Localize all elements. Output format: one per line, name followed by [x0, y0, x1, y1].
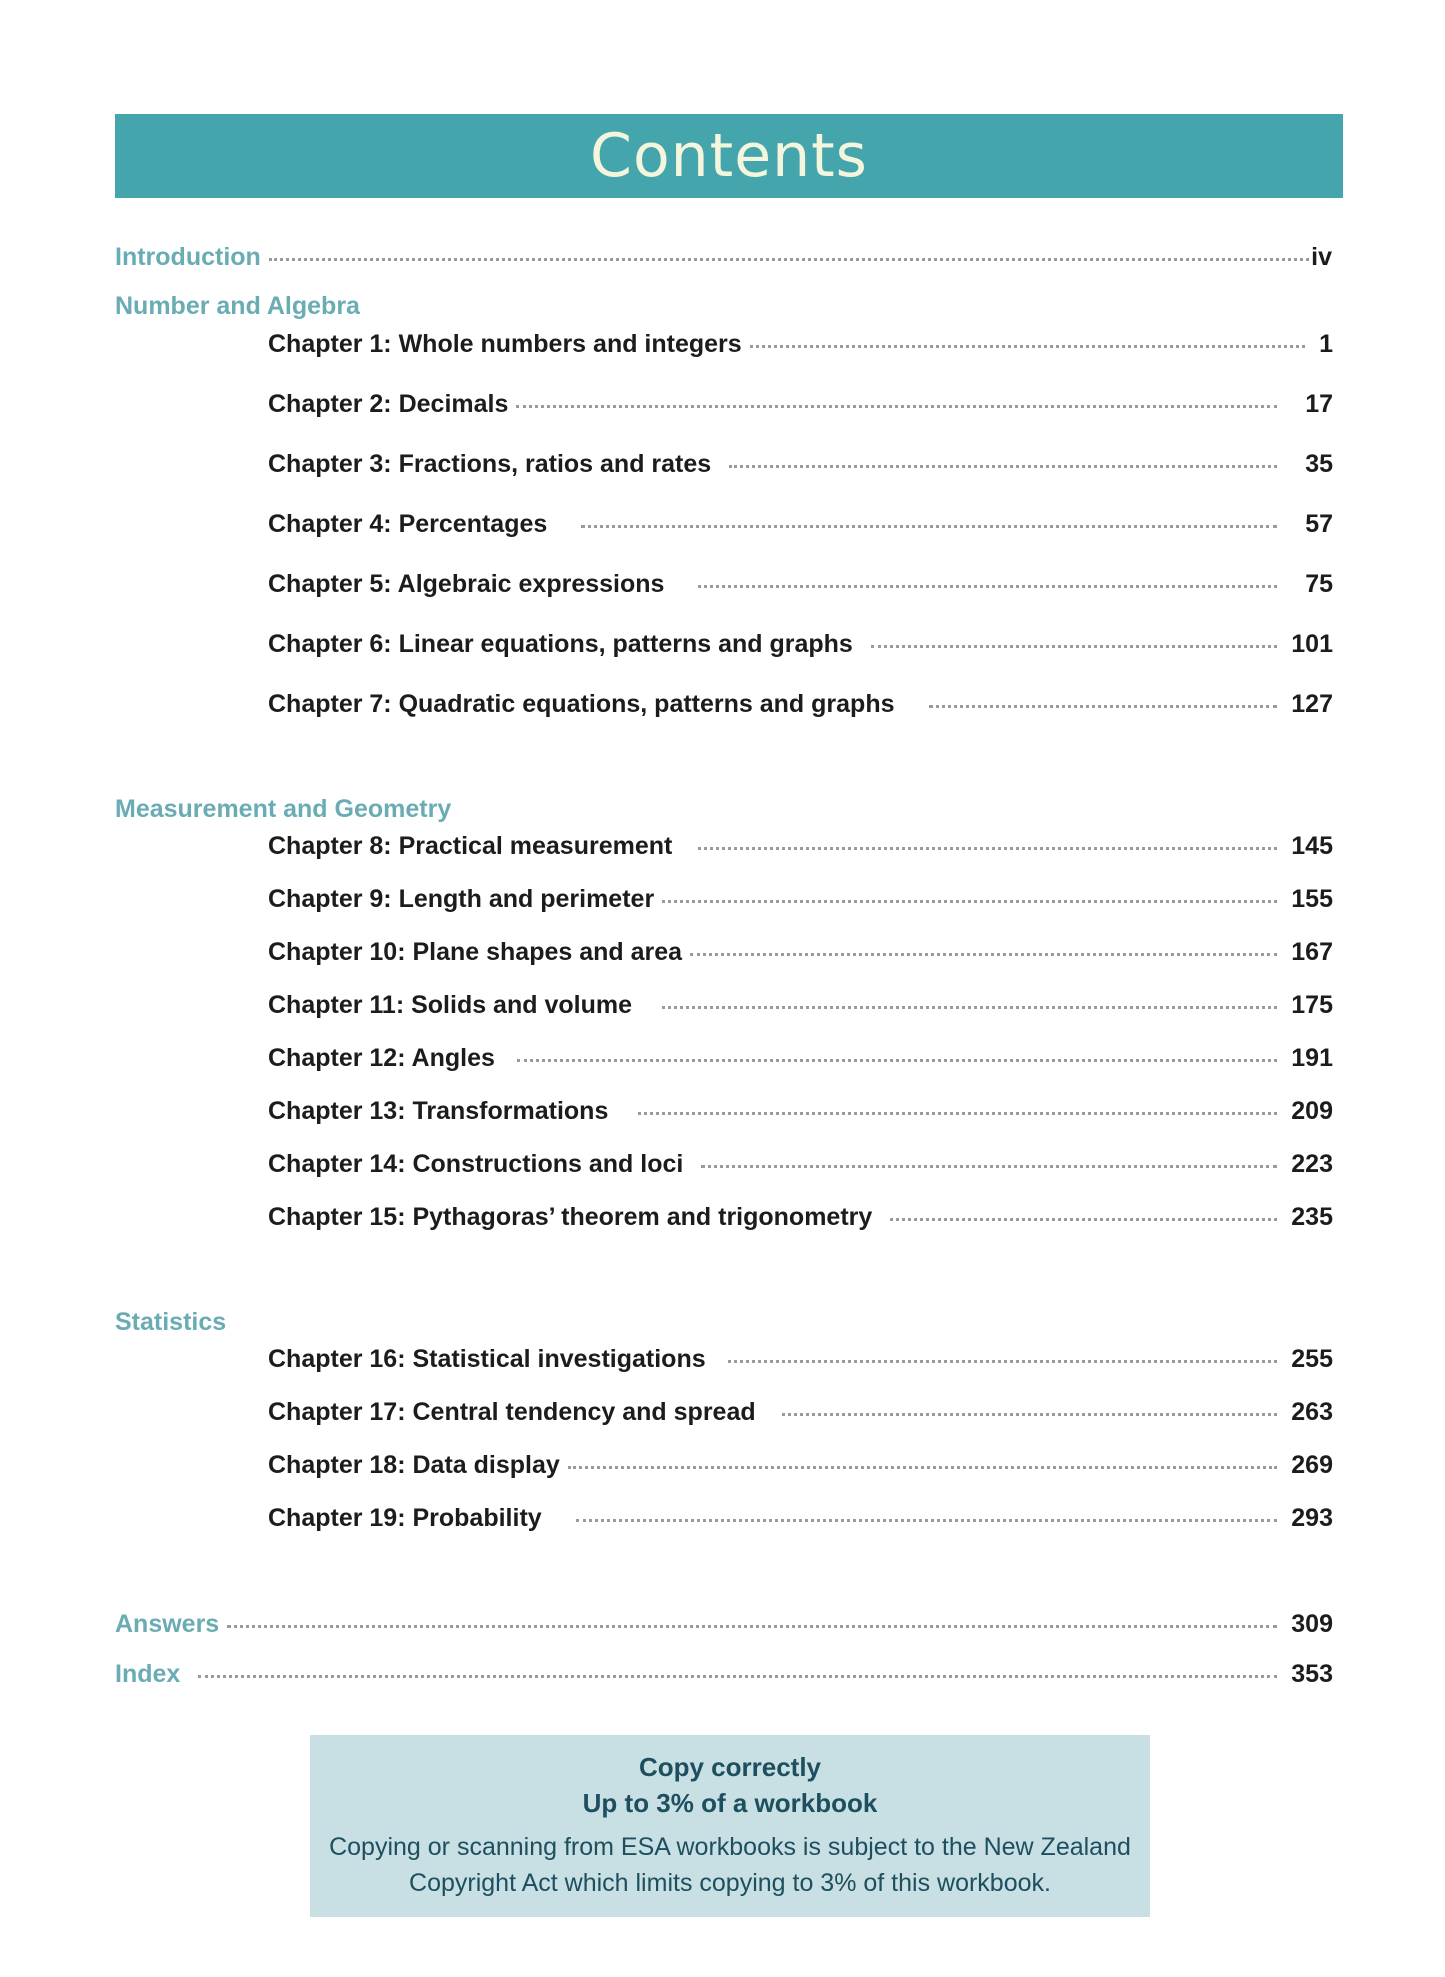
entry-page: 309 [1291, 1610, 1333, 1638]
dot-leader [227, 1625, 1277, 1628]
toc-entry[interactable] [268, 1504, 1333, 1533]
entry-label: Chapter 8: Practical measurement [268, 832, 673, 860]
entry-page: 263 [1291, 1398, 1333, 1426]
notice-line-1: Copying or scanning from ESA workbooks is subject to the New Zealand [329, 1833, 1131, 1861]
entry-label: Chapter 17: Central tendency and spread [268, 1398, 756, 1426]
dot-leader [750, 345, 1305, 348]
dot-leader [198, 1675, 1277, 1678]
toc-entry[interactable] [268, 1345, 1333, 1374]
section-heading: Number and Algebra [115, 292, 360, 320]
entry-label: Chapter 19: Probability [268, 1504, 542, 1532]
entry-page: 269 [1291, 1451, 1333, 1479]
entry-page: 235 [1291, 1203, 1333, 1231]
entry-label: Chapter 14: Constructions and loci [268, 1150, 684, 1178]
entry-label: Chapter 18: Data display [268, 1451, 560, 1479]
dot-leader [782, 1413, 1278, 1416]
dot-leader [662, 900, 1277, 903]
entry-page: 167 [1291, 938, 1333, 966]
entry-page: 75 [1305, 570, 1333, 598]
entry-label: Chapter 10: Plane shapes and area [268, 938, 683, 966]
dot-leader [576, 1519, 1278, 1522]
dot-leader [701, 1165, 1277, 1168]
entry-label: Chapter 16: Statistical investigations [268, 1345, 706, 1373]
toc-entry[interactable] [268, 1451, 1333, 1480]
dot-leader [728, 1360, 1278, 1363]
toc-entry[interactable] [268, 1044, 1333, 1073]
entry-label: Chapter 1: Whole numbers and integers [268, 330, 742, 358]
entry-page: 191 [1291, 1044, 1333, 1072]
toc-entry[interactable] [268, 1398, 1333, 1427]
title-banner [115, 114, 1343, 198]
entry-label: Chapter 2: Decimals [268, 390, 509, 418]
dot-leader [698, 585, 1277, 588]
section-heading: Measurement and Geometry [115, 795, 452, 823]
entry-label: Chapter 6: Linear equations, patterns and graphs [268, 630, 853, 658]
dot-leader [729, 465, 1277, 468]
entry-page: 35 [1305, 450, 1333, 478]
toc-entry[interactable] [268, 1150, 1333, 1179]
entry-label: Chapter 12: Angles [268, 1044, 495, 1072]
entry-page: 293 [1291, 1504, 1333, 1532]
toc-entry[interactable] [268, 885, 1333, 914]
toc-entry-index[interactable] [115, 1660, 1333, 1689]
toc-entry[interactable] [268, 1203, 1333, 1232]
entry-page: 155 [1291, 885, 1333, 913]
entry-label: Chapter 3: Fractions, ratios and rates [268, 450, 712, 478]
dot-leader [581, 525, 1277, 528]
toc-entry[interactable] [268, 630, 1333, 659]
toc-entry-answers[interactable] [115, 1610, 1333, 1639]
entry-label: Index [115, 1660, 181, 1688]
entry-label: Chapter 15: Pythagoras’ theorem and trigonometry [268, 1203, 873, 1231]
entry-page: 1 [1319, 330, 1333, 358]
dot-leader [516, 405, 1277, 408]
dot-leader [871, 645, 1277, 648]
toc-entry[interactable] [268, 991, 1333, 1020]
entry-page: 17 [1305, 390, 1333, 418]
dot-leader [662, 1006, 1277, 1009]
entry-label: Chapter 4: Percentages [268, 510, 548, 538]
toc-entry[interactable] [268, 690, 1333, 719]
notice-subheading: Up to 3% of a workbook [582, 1788, 878, 1818]
toc-entry[interactable] [268, 450, 1333, 479]
toc-entry[interactable] [268, 570, 1333, 599]
toc-entry[interactable] [268, 938, 1333, 967]
toc-entry[interactable] [268, 390, 1333, 419]
entry-label: Chapter 13: Transformations [268, 1097, 609, 1125]
dot-leader [890, 1218, 1277, 1221]
notice-line-2: Copyright Act which limits copying to 3% of this workbook. [409, 1869, 1051, 1897]
toc-entry[interactable] [268, 832, 1333, 861]
notice-heading: Copy correctly [638, 1752, 822, 1782]
entry-page: 209 [1291, 1097, 1333, 1125]
toc-entry[interactable] [268, 1097, 1333, 1126]
entry-page: iv [1311, 243, 1332, 271]
entry-page: 101 [1291, 630, 1333, 658]
entry-page: 145 [1291, 832, 1333, 860]
entry-page: 175 [1291, 991, 1333, 1019]
entry-page: 127 [1291, 690, 1333, 718]
dot-leader [638, 1112, 1277, 1115]
toc-entry[interactable] [268, 510, 1333, 539]
toc-entry[interactable] [268, 330, 1333, 359]
entry-label: Chapter 11: Solids and volume [268, 991, 632, 1019]
dot-leader [269, 258, 1309, 261]
copyright-notice [310, 1735, 1150, 1917]
page-title: Contents [590, 121, 868, 191]
entry-label: Chapter 7: Quadratic equations, patterns and graphs [268, 690, 895, 718]
entry-page: 353 [1291, 1660, 1333, 1688]
dot-leader [568, 1466, 1278, 1469]
dot-leader [517, 1059, 1277, 1062]
entry-page: 255 [1291, 1345, 1333, 1373]
dot-leader [690, 953, 1277, 956]
entry-label: Chapter 5: Algebraic expressions [268, 570, 665, 598]
entry-label: Chapter 9: Length and perimeter [268, 885, 655, 913]
toc-entry-introduction[interactable] [115, 243, 1332, 272]
entry-label: Introduction [115, 243, 261, 271]
dot-leader [929, 705, 1278, 708]
entry-page: 223 [1291, 1150, 1333, 1178]
dot-leader [698, 847, 1277, 850]
section-heading: Statistics [115, 1308, 227, 1336]
entry-label: Answers [115, 1610, 220, 1638]
entry-page: 57 [1305, 510, 1333, 538]
